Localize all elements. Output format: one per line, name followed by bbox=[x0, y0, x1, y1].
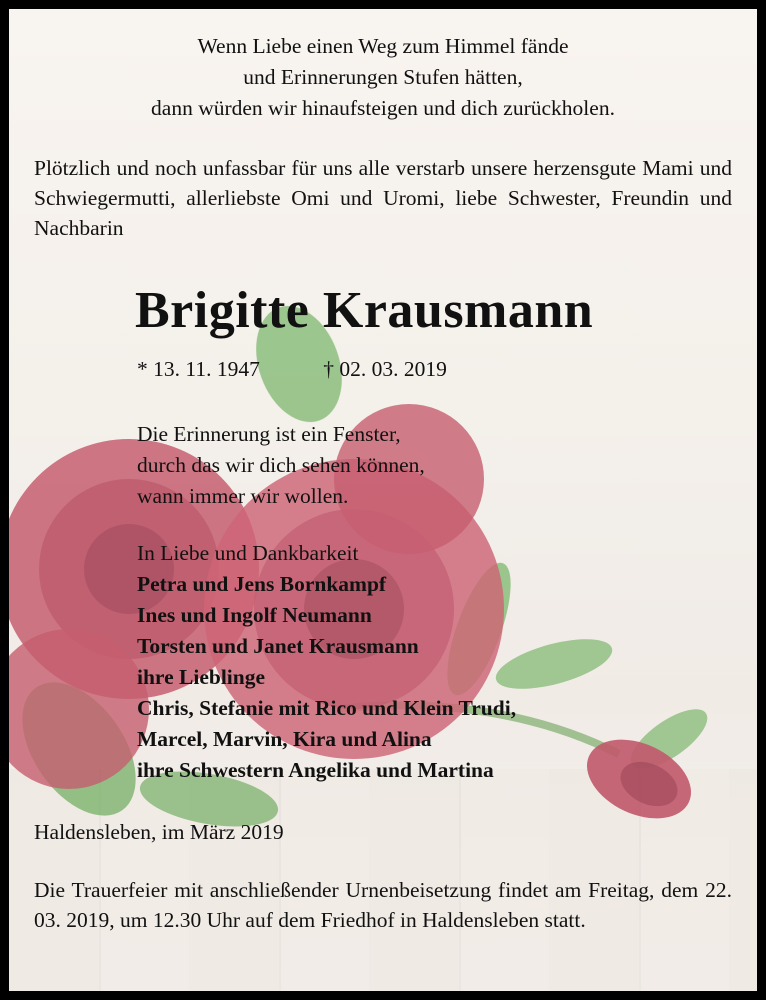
quote-line: wann immer wir wollen. bbox=[137, 484, 349, 508]
intro-paragraph: Plötzlich und noch unfassbar für uns alle verstarb unsere herzensgute Mami und Schwiegermutti, allerliebste Omi und Uromi, liebe Schwester, Freundin und Nachbarin bbox=[34, 156, 732, 240]
obituary-card bbox=[9, 9, 757, 991]
poem-line: Wenn Liebe einen Weg zum Himmel fände bbox=[197, 34, 569, 58]
family-member: Torsten und Janet Krausmann bbox=[137, 634, 419, 658]
death-date: † 02. 03. 2019 bbox=[323, 357, 447, 381]
life-dates bbox=[137, 355, 447, 383]
poem-line: dann würden wir hinaufsteigen und dich zurückholen. bbox=[151, 96, 615, 120]
place-date: Haldensleben, im März 2019 bbox=[34, 820, 284, 844]
family-member: ihre Schwestern Angelika und Martina bbox=[137, 758, 494, 782]
memorial-quote bbox=[137, 419, 425, 512]
family-member: Chris, Stefanie mit Rico und Klein Trudi, bbox=[137, 696, 517, 720]
quote-line: Die Erinnerung ist ein Fenster, bbox=[137, 422, 401, 446]
family-member: Ines und Ingolf Neumann bbox=[137, 603, 372, 627]
family-member: ihre Lieblinge bbox=[137, 665, 266, 689]
obituary-text bbox=[9, 9, 757, 991]
family-member: Petra und Jens Bornkampf bbox=[137, 572, 387, 596]
ceremony-notice: Die Trauerfeier mit anschließender Urnenbeisetzung findet am Freitag, dem 22. 03. 2019, um 12.30 Uhr auf dem Friedhof in Haldensleben statt. bbox=[34, 878, 732, 932]
deceased-name: Brigitte Krausmann bbox=[135, 282, 594, 339]
family-heading: In Liebe und Dankbarkeit bbox=[137, 541, 359, 565]
poem bbox=[9, 31, 757, 124]
family-member: Marcel, Marvin, Kira und Alina bbox=[137, 727, 432, 751]
birth-date: * 13. 11. 1947 bbox=[137, 357, 260, 381]
poem-line: und Erinnerungen Stufen hätten, bbox=[243, 65, 523, 89]
quote-line: durch das wir dich sehen können, bbox=[137, 453, 425, 477]
family-list bbox=[137, 538, 516, 786]
